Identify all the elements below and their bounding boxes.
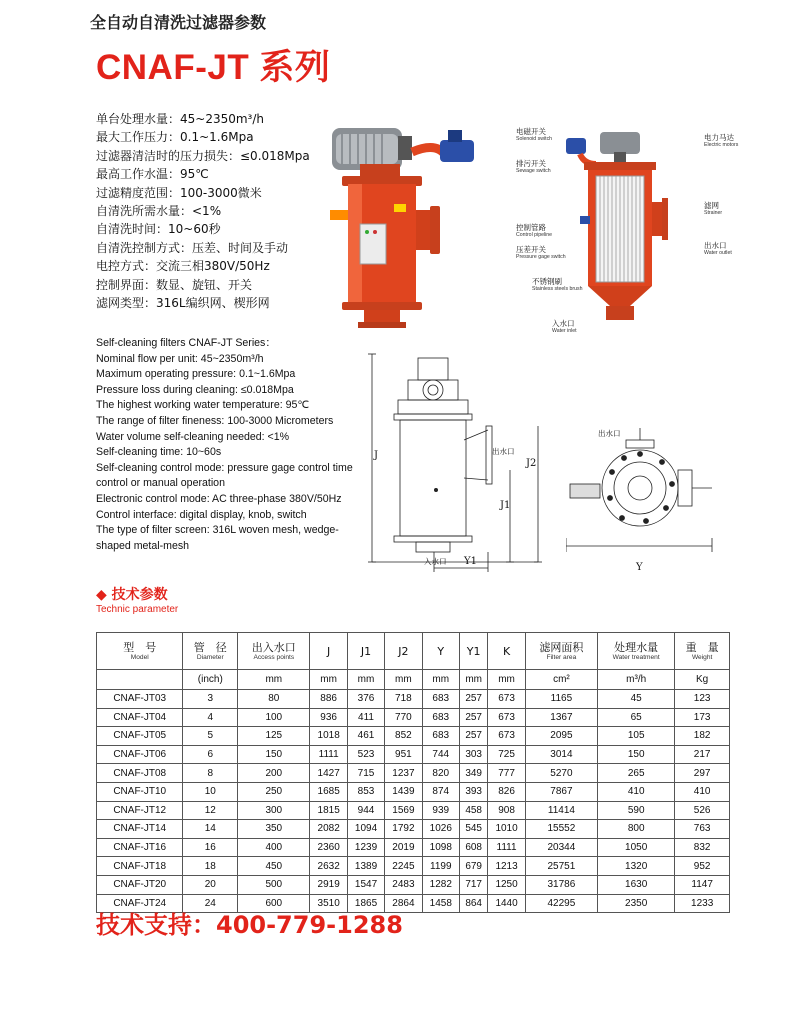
pressure-label-cn: 压差开关 [516, 245, 546, 254]
side-outlet-label: 出水口 [492, 447, 515, 456]
solenoid-label-en: Solenoid switch [516, 136, 553, 142]
table-cell: 3510 [310, 894, 347, 913]
unit-cell: mm [488, 670, 525, 690]
table-cell: 461 [347, 727, 384, 746]
table-cell: 718 [385, 690, 422, 709]
table-cell: 1630 [598, 875, 675, 894]
strainer-label-cn: 滤网 [704, 201, 719, 210]
filter-product-image [320, 120, 500, 330]
table-cell: 1250 [488, 875, 525, 894]
table-cell: 3 [183, 690, 238, 709]
dim-j1-label: J1 [500, 500, 511, 511]
unit-cell: (inch) [183, 670, 238, 690]
pressure-label-en: Pressure gage switch [516, 254, 566, 260]
table-cell: 590 [598, 801, 675, 820]
col-header: 管 径 Diameter [183, 633, 238, 670]
table-cell: 673 [488, 690, 525, 709]
table-cell: 763 [675, 820, 730, 839]
col-header: J1 [347, 633, 384, 670]
col-header: 型 号 Model [97, 633, 183, 670]
table-cell: 2082 [310, 820, 347, 839]
table-cell: 217 [675, 745, 730, 764]
col-header: Y [422, 633, 459, 670]
table-cell: 951 [385, 745, 422, 764]
pipeline-label-cn: 控制管路 [516, 223, 546, 232]
table-cell: 717 [459, 875, 487, 894]
unit-cell: mm [422, 670, 459, 690]
unit-cell: mm [347, 670, 384, 690]
motor-label-en: Electric motors [704, 142, 739, 148]
table-cell: 25751 [525, 857, 597, 876]
sewage-label-en: Sewage switch [516, 168, 551, 174]
table-cell: CNAF-JT12 [97, 801, 183, 820]
table-cell: 12 [183, 801, 238, 820]
table-cell: 523 [347, 745, 384, 764]
table-cell: 1792 [385, 820, 422, 839]
col-header: K [488, 633, 525, 670]
spec-cn-item: 单台处理水量：45~2350m³/h [96, 112, 265, 126]
spec-en-item: Self-cleaning time: 10~60s [96, 446, 222, 459]
table-cell: CNAF-JT06 [97, 745, 183, 764]
sewage-label-cn: 排污开关 [516, 159, 546, 168]
table-cell: 4 [183, 708, 238, 727]
table-cell: 952 [675, 857, 730, 876]
spec-cn-item: 滤网类型：316L编织网、楔形网 [96, 296, 270, 311]
col-header: J2 [385, 633, 422, 670]
table-cell: 123 [675, 690, 730, 709]
table-cell: 24 [183, 894, 238, 913]
table-cell: 350 [238, 820, 310, 839]
table-cell: 297 [675, 764, 730, 783]
table-cell: 1147 [675, 875, 730, 894]
inlet-label-cn: 入水口 [552, 319, 575, 328]
spec-cn-item: 自清洗时间：10~60秒 [96, 222, 221, 237]
table-cell: 1026 [422, 820, 459, 839]
outlet-label-cn: 出水口 [704, 241, 727, 250]
table-cell: 683 [422, 708, 459, 727]
table-cell: 349 [459, 764, 487, 783]
table-row [97, 801, 730, 820]
spec-cn-item: 最大工作压力：0.1~1.6Mpa [96, 130, 254, 145]
table-cell: 105 [598, 727, 675, 746]
dim-j2-label: J2 [526, 458, 537, 469]
spec-en-item: The highest working water temperature: 95℃ [96, 399, 310, 412]
table-cell: 1239 [347, 838, 384, 857]
table-row [97, 875, 730, 894]
table-cell: 11414 [525, 801, 597, 820]
table-cell: 1367 [525, 708, 597, 727]
table-cell: 939 [422, 801, 459, 820]
spec-cn-item: 自清洗控制方式：压差、时间及手动 [96, 240, 289, 255]
table-cell: 125 [238, 727, 310, 746]
spec-en-item: Control interface: digital display, knob, switch [96, 508, 307, 521]
unit-cell: mm [310, 670, 347, 690]
table-row [97, 764, 730, 783]
spec-en-item: Water volume self-cleaning needed: <1% [96, 430, 290, 443]
unit-cell: mm [459, 670, 487, 690]
table-cell: 1233 [675, 894, 730, 913]
table-cell: 1213 [488, 857, 525, 876]
spec-en-item: Self-cleaning control mode: pressure gage control time control or manual operation [96, 461, 353, 490]
table-cell: 908 [488, 801, 525, 820]
dim-y-label: Y [636, 562, 643, 573]
spec-cn-item: 自清洗所需水量：<1% [96, 204, 222, 219]
side-inlet-label: 入水口 [424, 557, 447, 566]
table-cell: 777 [488, 764, 525, 783]
table-cell: CNAF-JT20 [97, 875, 183, 894]
pipeline-label-en: Control pipeline [516, 232, 553, 238]
spec-cn-item: 控制界面：数显、旋钮、开关 [96, 277, 253, 292]
table-cell: 16 [183, 838, 238, 857]
table-cell: 832 [675, 838, 730, 857]
technical-parameter-table [96, 632, 730, 913]
table-cell: 1010 [488, 820, 525, 839]
table-cell: 2095 [525, 727, 597, 746]
table-cell: 257 [459, 727, 487, 746]
specs-en-list [96, 336, 366, 554]
table-cell: 393 [459, 782, 487, 801]
table-cell: 65 [598, 708, 675, 727]
table-cell: 673 [488, 727, 525, 746]
table-cell: 2350 [598, 894, 675, 913]
table-cell: 458 [459, 801, 487, 820]
table-cell: CNAF-JT03 [97, 690, 183, 709]
table-cell: 874 [422, 782, 459, 801]
table-cell: 400 [238, 838, 310, 857]
spec-cn-item: 过滤精度范围：100-3000微米 [96, 185, 262, 200]
table-cell: 1458 [422, 894, 459, 913]
unit-cell: m³/h [598, 670, 675, 690]
table-cell: 2019 [385, 838, 422, 857]
table-cell: 150 [598, 745, 675, 764]
inlet-label-en: Water inlet [552, 328, 577, 334]
table-cell: CNAF-JT24 [97, 894, 183, 913]
table-cell: 545 [459, 820, 487, 839]
page-top-title: 全自动自清洗过滤器参数 [90, 13, 267, 32]
table-cell: 1569 [385, 801, 422, 820]
table-cell: 173 [675, 708, 730, 727]
table-cell: 200 [238, 764, 310, 783]
table-cell: 45 [598, 690, 675, 709]
col-header: Y1 [459, 633, 487, 670]
table-cell: 450 [238, 857, 310, 876]
table-cell: 410 [675, 782, 730, 801]
spec-en-item: Nominal flow per unit: 45~2350m³/h [96, 352, 264, 365]
table-cell: 376 [347, 690, 384, 709]
table-cell: 42295 [525, 894, 597, 913]
table-cell: 100 [238, 708, 310, 727]
table-row [97, 857, 730, 876]
table-cell: 265 [598, 764, 675, 783]
table-cell: 1111 [488, 838, 525, 857]
motor-label-cn: 电力马达 [704, 133, 734, 142]
table-cell: 18 [183, 857, 238, 876]
table-cell: 1440 [488, 894, 525, 913]
table-cell: 673 [488, 708, 525, 727]
table-cell: 1282 [422, 875, 459, 894]
table-cell: 1865 [347, 894, 384, 913]
table-cell: 2360 [310, 838, 347, 857]
table-cell: 1111 [310, 745, 347, 764]
table-cell: CNAF-JT10 [97, 782, 183, 801]
table-cell: 1098 [422, 838, 459, 857]
unit-cell: mm [238, 670, 310, 690]
table-cell: 5270 [525, 764, 597, 783]
table-cell: 820 [422, 764, 459, 783]
table-cell: 8 [183, 764, 238, 783]
table-cell: 411 [347, 708, 384, 727]
table-row [97, 838, 730, 857]
table-cell: 182 [675, 727, 730, 746]
table-cell: 31786 [525, 875, 597, 894]
table-cell: 864 [459, 894, 487, 913]
outlet-label-en: Water outlet [704, 250, 732, 256]
table-cell: 1320 [598, 857, 675, 876]
table-cell: 944 [347, 801, 384, 820]
params-heading-en: Technic parameter [96, 604, 179, 615]
table-cell: 1547 [347, 875, 384, 894]
spec-cn-item: 过滤器清洁时的压力损失：≤0.018Mpa [96, 148, 310, 163]
table-cell: 1427 [310, 764, 347, 783]
spec-en-item: The type of filter screen: 316L woven mesh, wedge-shaped metal-mesh [96, 524, 339, 552]
table-cell: 500 [238, 875, 310, 894]
table-cell: 3014 [525, 745, 597, 764]
spec-en-item: Pressure loss during cleaning: ≤0.018Mpa [96, 383, 294, 396]
top-outlet-label: 出水口 [598, 429, 621, 438]
col-header: 重 量 Weight [675, 633, 730, 670]
table-cell: 2632 [310, 857, 347, 876]
table-cell: CNAF-JT08 [97, 764, 183, 783]
table-cell: CNAF-JT16 [97, 838, 183, 857]
table-cell: 20344 [525, 838, 597, 857]
table-cell: 715 [347, 764, 384, 783]
unit-cell [97, 670, 183, 690]
dim-j-label: J [374, 450, 379, 461]
table-cell: 1685 [310, 782, 347, 801]
table-cell: 770 [385, 708, 422, 727]
table-cell: 683 [422, 727, 459, 746]
table-row [97, 708, 730, 727]
top-view-drawing [566, 428, 716, 558]
table-row [97, 820, 730, 839]
table-cell: CNAF-JT04 [97, 708, 183, 727]
table-row [97, 727, 730, 746]
table-cell: 679 [459, 857, 487, 876]
unit-cell: cm² [525, 670, 597, 690]
table-cell: 886 [310, 690, 347, 709]
dim-y1-label: Y1 [464, 556, 477, 567]
cutaway-diagram [540, 120, 700, 330]
table-cell: 300 [238, 801, 310, 820]
table-header-row [97, 633, 730, 670]
table-cell: 1199 [422, 857, 459, 876]
table-cell: 250 [238, 782, 310, 801]
table-cell: 2919 [310, 875, 347, 894]
col-header: 出入水口 Access points [238, 633, 310, 670]
table-cell: 257 [459, 690, 487, 709]
table-row [97, 690, 730, 709]
spec-en-item: The range of filter fineness: 100-3000 Micrometers [96, 414, 334, 427]
table-cell: 1050 [598, 838, 675, 857]
table-cell: 1439 [385, 782, 422, 801]
table-cell: 936 [310, 708, 347, 727]
table-cell: 744 [422, 745, 459, 764]
spec-cn-item: 最高工作水温：95℃ [96, 167, 209, 182]
table-cell: CNAF-JT05 [97, 727, 183, 746]
table-cell: 6 [183, 745, 238, 764]
table-cell: 600 [238, 894, 310, 913]
table-cell: 1094 [347, 820, 384, 839]
table-cell: 150 [238, 745, 310, 764]
series-title: CNAF-JT 系列 [96, 48, 331, 87]
table-cell: 303 [459, 745, 487, 764]
table-cell: 410 [598, 782, 675, 801]
table-units-row [97, 670, 730, 690]
params-heading: ◆ 技术参数 [96, 587, 168, 603]
table-cell: 257 [459, 708, 487, 727]
col-header: 滤网面积 Filter area [525, 633, 597, 670]
table-cell: 852 [385, 727, 422, 746]
spec-en-item: Maximum operating pressure: 0.1~1.6Mpa [96, 368, 296, 381]
solenoid-label-cn: 电磁开关 [516, 127, 546, 136]
specs-cn-list [96, 110, 310, 312]
table-cell: 80 [238, 690, 310, 709]
spec-en-item: Electronic control mode: AC three-phase 380V/50Hz [96, 492, 342, 505]
table-cell: 1165 [525, 690, 597, 709]
table-cell: 2245 [385, 857, 422, 876]
table-cell: 800 [598, 820, 675, 839]
table-cell: 10 [183, 782, 238, 801]
table-cell: 608 [459, 838, 487, 857]
unit-cell: mm [385, 670, 422, 690]
table-cell: 1237 [385, 764, 422, 783]
spec-en-item: Self-cleaning filters CNAF-JT Series： [96, 337, 276, 349]
table-cell: 7867 [525, 782, 597, 801]
strainer-label-en: Strainer [704, 210, 723, 216]
table-cell: CNAF-JT18 [97, 857, 183, 876]
brush-label-en: Stainless steels brush [532, 286, 583, 292]
table-body [97, 690, 730, 913]
table-cell: 826 [488, 782, 525, 801]
table-cell: 1018 [310, 727, 347, 746]
table-cell: 683 [422, 690, 459, 709]
table-cell: 2864 [385, 894, 422, 913]
table-cell: 2483 [385, 875, 422, 894]
table-cell: 1389 [347, 857, 384, 876]
table-row [97, 745, 730, 764]
table-cell: 20 [183, 875, 238, 894]
table-cell: 526 [675, 801, 730, 820]
table-cell: 1815 [310, 801, 347, 820]
tech-support-hotline: 技术支持：400-779-1288 [96, 911, 403, 939]
col-header: J [310, 633, 347, 670]
table-row [97, 782, 730, 801]
table-cell: 5 [183, 727, 238, 746]
table-cell: 725 [488, 745, 525, 764]
brush-label-cn: 不锈钢刷 [532, 277, 562, 286]
unit-cell: Kg [675, 670, 730, 690]
table-cell: CNAF-JT14 [97, 820, 183, 839]
table-cell: 853 [347, 782, 384, 801]
table-cell: 15552 [525, 820, 597, 839]
spec-cn-item: 电控方式：交流三相380V/50Hz [96, 259, 270, 274]
table-cell: 14 [183, 820, 238, 839]
col-header: 处理水量 Water treatment [598, 633, 675, 670]
